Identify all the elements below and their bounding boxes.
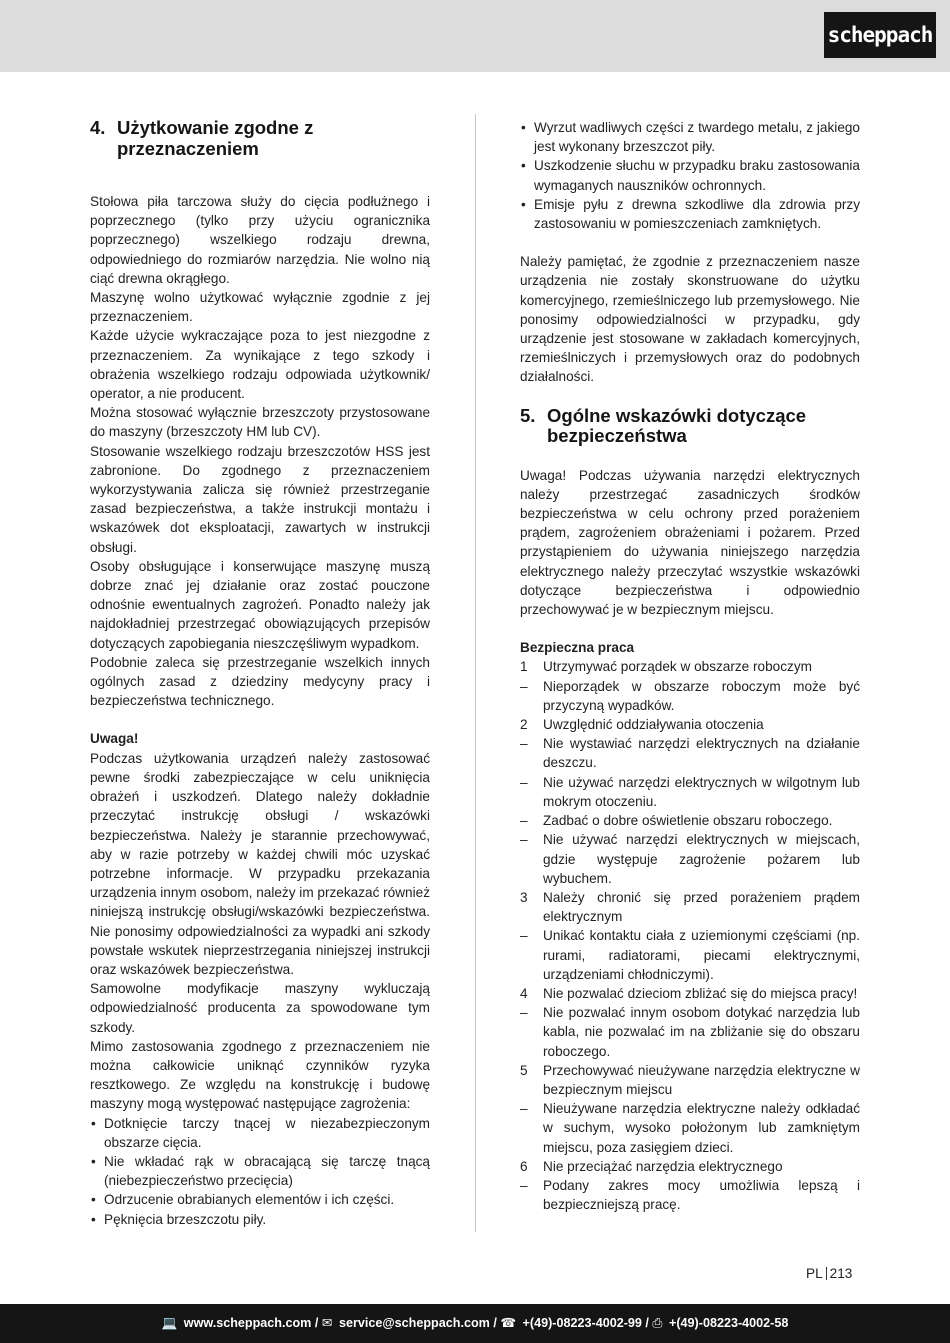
rule-text: Zadbać o dobre oświetlenie obszaru roboczego. [543, 813, 833, 829]
section-title: Użytkowanie zgodne z przeznaczeniem [117, 117, 314, 159]
paragraph: Należy pamiętać, że zgodnie z przeznaczeniem nasze urządzenia nie zostały skonstruowane do użytku komercyjnego, rzemieślniczego lub przemysłowego. Nie ponosimy odpowiedzialności w przypadku, gdy urządzenie jest stosowane w zakładach komercyjnych, rzemieślniczych i przemysłowych oraz do podobnych działalności. [520, 254, 860, 385]
rule-item [520, 984, 860, 1003]
list-item: • Dotknięcie tarczy tnącej w niezabezpieczonym obszarze cięcia. [90, 1114, 430, 1152]
rule-text: Nieporządek w obszarze roboczym może być przyczyną wypadków. [543, 678, 860, 713]
right-column [520, 118, 860, 1214]
warning-title: Uwaga! [90, 731, 139, 747]
rule-marker: – [520, 832, 528, 848]
paragraph: Uwaga! Podczas używania narzędzi elektrycznych należy przestrzegać zasadniczych środków bezpieczeństwa w celu ochrony przed porażeniem prądem, zagrożeniem obrażeniami i pożarem. Przed przystąpieniem do używania niniejszego narzędzia elektrycznego należy przeczytać wszystkie wskazówki dotyczące bezpieczeństwa i odpowiednio przechowywać je w bezpiecznym miejscu. [520, 467, 860, 618]
paragraph: Podobnie zaleca się przestrzeganie wszelkich innych ogólnych zasad z dziedziny medycyny pracy i bezpieczeństwa technicznego. [90, 654, 430, 709]
rule-text: Unikać kontaktu ciała z uziemionymi częściami (np. rurami, radiatorami, piecami elektrycznymi, urządzeniami chłodniczymi). [543, 928, 860, 982]
rule-text: Nieużywane narzędzia elektryczne należy odkładać w suchym, wysoko położonym lub zamkniętym miejscu, poza zasięgiem dzieci. [543, 1101, 860, 1155]
rule-item [520, 1003, 860, 1061]
rule-marker: – [520, 736, 528, 752]
rule-marker: 2 [520, 717, 528, 733]
footer-fax: +(49)-08223-4002-58 [669, 1316, 789, 1330]
rule-marker: 6 [520, 1158, 528, 1174]
paragraph: Samowolne modyfikacje maszyny wykluczają odpowiedzialność producenta za spowodowane tym szkody. [90, 981, 430, 1035]
rule-marker: – [520, 1005, 528, 1021]
scheppach-logo: scheppach [824, 12, 936, 58]
rule-item [520, 1176, 860, 1214]
paragraph: Można stosować wyłącznie brzeszczoty przystosowane do maszyny (brzeszczoty HM lub CV). [90, 405, 430, 440]
footer-bar [0, 1304, 950, 1343]
paragraph: Stołowa piła tarczowa służy do cięcia podłużnego i poprzecznego (tylko przy użyciu ogranicznika poprzecznego) wszelkiego rodzaju drewna, odpowiedniego do rozmiarów narzędzia. Nie wolno nią ciąć drewna okrągłego. [90, 194, 430, 286]
rule-item [520, 926, 860, 984]
section-5-heading [520, 406, 860, 447]
rule-marker: 1 [520, 659, 528, 675]
paragraph: Każde użycie wykraczające poza to jest niezgodne z przeznaczeniem. Za wynikające z tego szkody i obrażenia wszelkiego rodzaju odpowiada użytkownik/ operator, a nie producent. [90, 328, 430, 402]
left-column [90, 118, 430, 1229]
mail-icon: ✉ [321, 1316, 333, 1330]
rule-text: Nie pozwalać dzieciom zbliżać się do miejsca pracy! [543, 985, 858, 1001]
rule-item [520, 677, 860, 715]
rule-item [520, 1099, 860, 1157]
rule-item [520, 811, 860, 830]
footer-email[interactable]: service@scheppach.com [338, 1316, 490, 1330]
page-lang: PL [806, 1266, 823, 1281]
page-number-value: 213 [829, 1266, 853, 1281]
fax-icon: ⎙ [652, 1316, 663, 1330]
computer-icon: 💻 [161, 1316, 178, 1330]
page-number-separator [826, 1267, 827, 1280]
list-item: • Nie wkładać rąk w obracającą się tarczę tnącą (niebezpieczeństwo przecięcia) [90, 1152, 430, 1190]
rule-text: Nie wystawiać narzędzi elektrycznych na działanie deszczu. [543, 736, 860, 771]
rule-text: Podany zakres mocy umożliwia lepszą i bezpieczniejszą pracę. [543, 1177, 860, 1213]
footer-separator: / [314, 1316, 319, 1330]
section-title: Ogólne wskazówki dotyczące bezpieczeństwa [547, 404, 807, 447]
section-4-heading [90, 118, 430, 159]
phone-icon: ☎ [500, 1316, 517, 1330]
rule-text: Należy chronić się przed porażeniem prądem elektrycznym [543, 889, 860, 925]
hazard-list [90, 1114, 430, 1229]
header-bar [0, 0, 950, 72]
rule-marker: – [520, 813, 528, 829]
rule-text: Nie używać narzędzi elektrycznych w wilgotnym lub mokrym otoczeniu. [543, 774, 860, 809]
rule-item [520, 734, 860, 772]
page-number [806, 1265, 852, 1283]
hazard-list-continued [520, 118, 860, 233]
rule-item [520, 657, 860, 676]
paragraph: Mimo zastosowania zgodnego z przeznaczeniem nie można całkowicie uniknąć czynników ryzyka resztkowego. Ze względu na konstrukcję i budowę maszyny mogą występować następujące zagrożenia: [90, 1038, 430, 1112]
rule-item [520, 1061, 860, 1099]
rule-item [520, 888, 860, 926]
section-number: 4. [90, 117, 106, 138]
rule-marker: 4 [520, 985, 528, 1001]
list-item: • Emisje pyłu z drewna szkodliwe dla zdrowia przy zastosowaniu w pomieszczeniach zamkniętych. [520, 195, 860, 233]
rule-item [520, 773, 860, 811]
rule-marker: – [520, 774, 528, 790]
column-divider [475, 114, 476, 1232]
footer-website[interactable]: www.scheppach.com [183, 1316, 312, 1330]
rule-marker: – [520, 1177, 528, 1193]
rule-text: Przechowywać nieużywane narzędzia elektryczne w bezpiecznym miejscu [543, 1062, 860, 1097]
rule-marker: – [520, 928, 528, 944]
paragraph: Podczas użytkowania urządzeń należy zastosować pewne środki zabezpieczające w celu uniknięcia obrażeń i uszkodzeń. Dlatego należy dokładnie przeczytać instrukcję obsługi / wskazówki bezpieczeństwa. Należy je starannie przechowywać, aby w razie potrzeby w każdej chwili móc uzyskać potrzebne informacje. W przypadku przekazania urządzenia innym osobom, należy im przekazać również niniejszą instrukcję obsługi/wskazówki bezpieczeństwa. Nie ponosimy odpowiedzialności za wypadki ani szkody powstałe wskutek nieprzestrzegania niniejszej instrukcji oraz wskazówek bezpieczeństwa. [90, 750, 430, 977]
list-item: • Uszkodzenie słuchu w przypadku braku zastosowania wymaganych nauszników ochronnych. [520, 156, 860, 194]
footer-separator: / [645, 1316, 649, 1330]
rule-marker: 3 [520, 889, 528, 905]
list-item: • Odrzucenie obrabianych elementów i ich części. [90, 1190, 430, 1209]
list-item: • Wyrzut wadliwych części z twardego metalu, z jakiego jest wykonany brzeszczot piły. [520, 118, 860, 156]
rule-marker: 5 [520, 1062, 528, 1078]
rule-text: Nie pozwalać innym osobom dotykać narzędzia lub kabla, nie pozwalać im na zbliżanie się do obszaru roboczego. [543, 1005, 860, 1059]
footer-separator: / [493, 1316, 497, 1330]
rule-item [520, 1157, 860, 1176]
safety-rules-list [520, 657, 860, 1214]
section-number: 5. [520, 404, 536, 426]
rule-text: Uwzględnić oddziaływania otoczenia [543, 717, 764, 733]
paragraph: Maszynę wolno użytkować wyłącznie zgodnie z jej przeznaczeniem. [90, 290, 430, 325]
paragraph: Stosowanie wszelkiego rodzaju brzeszczotów HSS jest zabronione. Do zgodnego z przeznaczeniem wykorzystywania zalicza się również przestrzeganie zasad bezpieczeństwa, a także instrukcji montażu i wskazówek dot eksploatacji, zawartych w instrukcji obsługi. [90, 443, 430, 555]
rule-text: Nie używać narzędzi elektrycznych w miejscach, gdzie występuje zagrożenie pożarem lub wybuchem. [543, 832, 860, 886]
rule-text: Nie przeciążać narzędzia elektrycznego [543, 1158, 783, 1174]
list-item: • Pęknięcia brzeszczotu piły. [90, 1210, 430, 1229]
rule-text: Utrzymywać porządek w obszarze roboczym [543, 659, 812, 675]
paragraph: Osoby obsługujące i konserwujące maszynę muszą dobrze znać jej działanie oraz zostać pouczone odnośnie ewentualnych zagrożeń. Ponadto należy jak najdokładniej przestrzegać obowiązujących przepisów dotyczących zapobiegania nieszczęśliwym wypadkom. [90, 558, 430, 651]
rule-marker: – [520, 678, 528, 694]
safe-work-title: Bezpieczna praca [520, 640, 635, 656]
rule-item [520, 830, 860, 888]
rule-marker: – [520, 1101, 528, 1117]
rule-item [520, 715, 860, 734]
footer-phone: +(49)-08223-4002-99 [522, 1316, 642, 1330]
